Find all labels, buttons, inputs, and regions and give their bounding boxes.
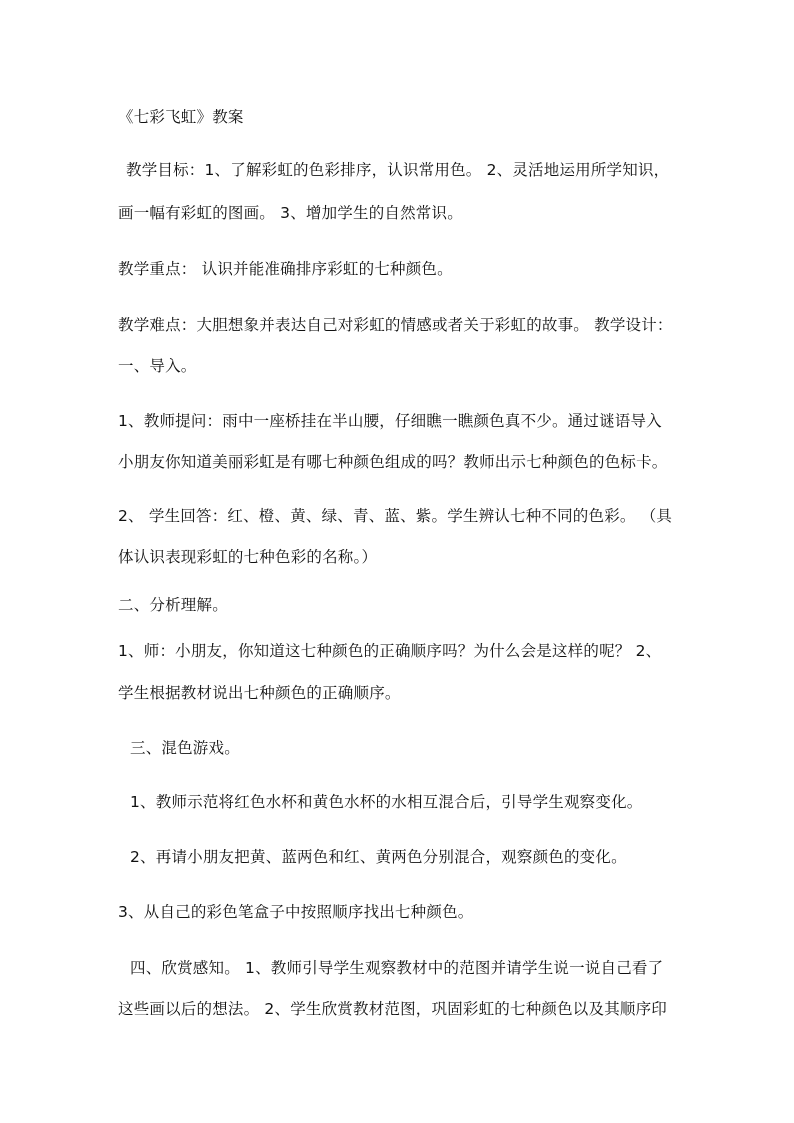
text-line: 体认识表现彩虹的七种色彩的名称。） [118,548,378,566]
text-line: 这些画以后的想法。 2、学生欣赏教材范图，巩固彩虹的七种颜色以及其顺序印 [118,1000,667,1018]
document-title: 《七彩飞虹》教案 [118,108,244,126]
text-line: 1、师：小朋友，你知道这七种颜色的正确顺序吗？为什么会是这样的呢？ 2、 [118,642,662,660]
text-line: 一、导入。 [118,357,197,375]
text-line: 学生根据教材说出七种颜色的正确顺序。 [118,684,401,702]
text-line: 1、教师示范将红色水杯和黄色水杯的水相互混合后，引导学生观察变化。 [130,793,643,811]
text-line: 画一幅有彩虹的图画。 3、增加学生的自然常识。 [118,204,463,222]
text-line: 教学目标：1、了解彩虹的色彩排序，认识常用色。 2、灵活地运用所学知识， [126,161,670,179]
text-line: 四、欣赏感知。 1、教师引导学生观察教材中的范图并请学生说一说自己看了 [130,959,664,977]
text-line: 3、从自己的彩色笔盒子中按照顺序找出七种颜色。 [118,903,474,921]
text-line: 2、 学生回答：红、橙、黄、绿、青、蓝、紫。学生辨认七种不同的色彩。 （具 [118,507,673,525]
text-line: 三、混色游戏。 [130,739,240,757]
text-line: 1、教师提问：雨中一座桥挂在半山腰，仔细瞧一瞧颜色真不少。通过谜语导入 [118,412,662,430]
text-line: 教学重点： 认识并能准确排序彩虹的七种颜色。 [118,260,453,278]
text-line: 二、分析理解。 [118,596,228,614]
text-line: 2、再请小朋友把黄、蓝两色和红、黄两色分别混合，观察颜色的变化。 [130,848,627,866]
text-line: 小朋友你知道美丽彩虹是有哪七种颜色组成的吗？教师出示七种颜色的色标卡。 [118,453,668,471]
text-line: 教学难点：大胆想象并表达自己对彩虹的情感或者关于彩虹的故事。 教学设计： [118,316,673,334]
